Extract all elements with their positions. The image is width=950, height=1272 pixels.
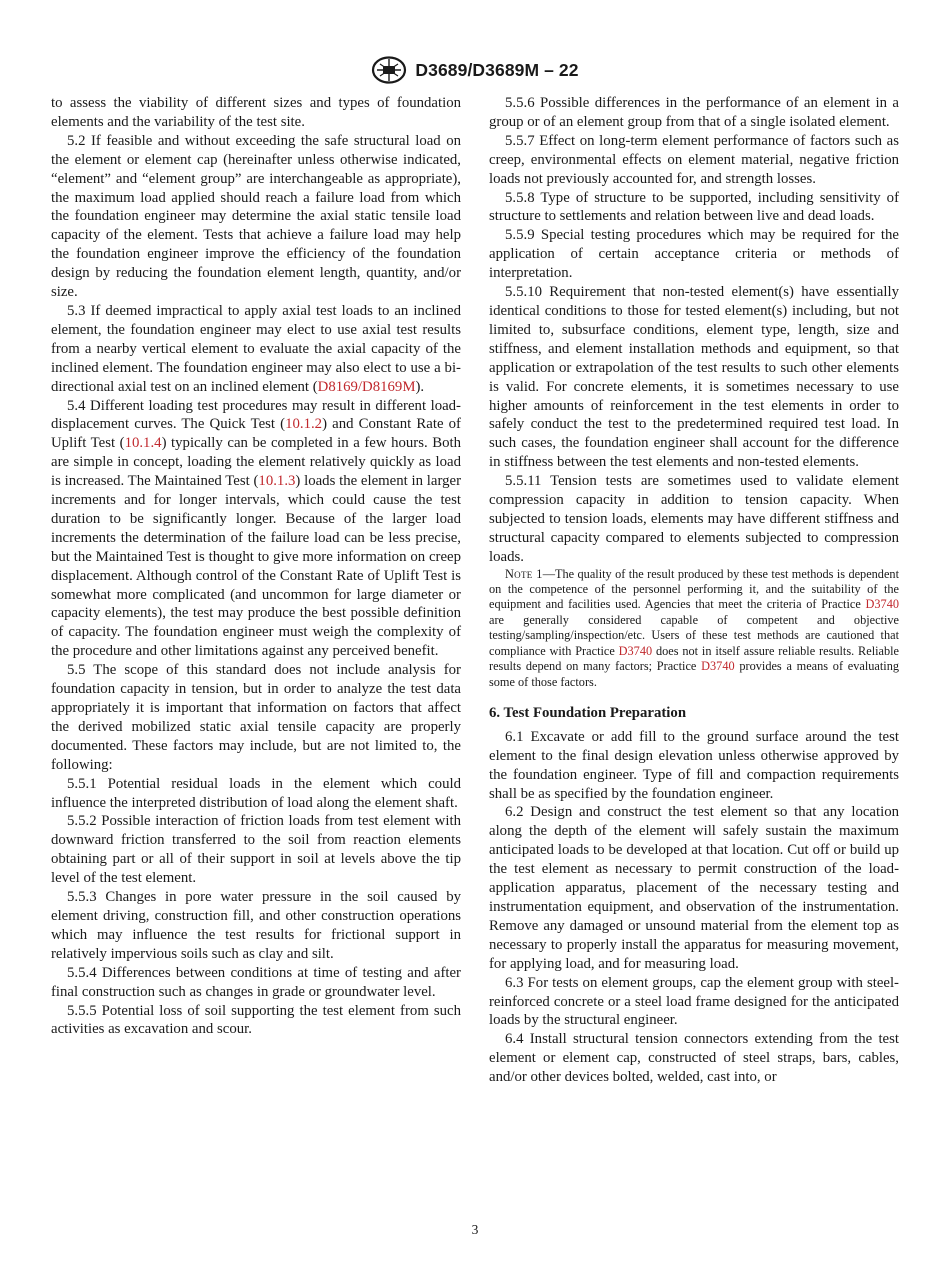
paragraph-5-5-8: 5.5.8 Type of structure to be supported, including sensitivity of structure to settlements and relation between live and dead loads. — [489, 189, 899, 225]
paragraph-5-4: 5.4 Different loading test procedures may result in different load-displacement curves. The Quick Test (10.1.2) and Constant Rate of Uplift Test (10.1.4) typically can be completed in a few hours. Both are simple in concept, loading the element relatively quickly as load is increased. The Maintained Test (10.1.3) loads the element in larger increments and for longer intervals, which could cause the test duration to be significantly longer. Because of the larger load increments the determination of the failure load can be less precise, but the Maintained Test is thought to give more information on creep displacement. Although control of the Constant Rate of Uplift Test is somewhat more complicated (and uncommon for large diameter or capacity elements), the test may produce the best possible definition of capacity. The foundation engineer must weigh the complexity of the procedure and other limitations against any perceived benefit. — [51, 397, 461, 660]
paragraph-5-5-6: 5.5.6 Possible differences in the performance of an element in a group or of an element group from that of a single isolated element. — [489, 95, 899, 130]
paragraph-5-5-11: 5.5.11 Tension tests are sometimes used to validate element compression capacity in addition to tension capacity. When subjected to tension loads, elements may have different stiffness and structural capacity compared to elements subjected to compression loads. — [489, 473, 899, 565]
reference-link-d3740-a[interactable]: D3740 — [865, 597, 899, 612]
paragraph-continued: to assess the viability of different sizes and types of foundation elements and the variability of the test site. — [51, 95, 461, 130]
note-label: Note 1 — [505, 566, 543, 581]
left-column — [51, 94, 461, 1039]
page-number: 3 — [471, 1222, 479, 1237]
paragraph-5-5-2: 5.5.2 Possible interaction of friction loads from test element with downward friction transferred to the soil from reaction elements obtaining part or all of their support in soil at levels above the tip level of the test element. — [51, 813, 461, 887]
reference-link-10-1-4[interactable]: 10.1.4 — [124, 435, 162, 452]
standard-designation: D3689/D3689M – 22 — [415, 59, 579, 80]
reference-link-d3740-b[interactable]: D3740 — [618, 643, 653, 658]
paragraph-6-2: 6.2 Design and construct the test element so that any location along the depth of the element will safely sustain the maximum anticipated loads to be developed at that location. Cut off or build up the test element as necessary to permit construction of the load-application apparatus, placement of the necessary testing and instrumentation equipment, and observation of the instrumentation. Remove any damaged or unsound material from the element top as necessary to properly install the apparatus for measuring movement, for applying load, and for measuring load. — [489, 804, 899, 972]
paragraph-5-5-9: 5.5.9 Special testing procedures which may be required for the application of certain acceptance criteria or methods of interpretation. — [489, 227, 899, 282]
reference-link-10-1-2[interactable]: 10.1.2 — [285, 416, 323, 433]
paragraph-5-2: 5.2 If feasible and without exceeding the safe structural load on the element or element cap (hereinafter unless otherwise indicated, “element” and “element group” are interchangeable as appropriate), the maximum load applied should reach a failure load from which the foundation engineer may determine the axial static tensile load capacity of the element. Tests that achieve a failure load may help the foundation engineer improve the efficiency of the foundation design by reducing the foundation element length, quantity, and/or size. — [51, 132, 461, 301]
paragraph-5-5-7: 5.5.7 Effect on long-term element performance of factors such as creep, environmental effects on element material, negative friction loads not previously accounted for, and strength losses. — [489, 132, 899, 187]
page-header — [0, 56, 950, 84]
reference-link-d8169[interactable]: D8169/D8169M — [317, 378, 416, 395]
paragraph-5-5-3: 5.5.3 Changes in pore water pressure in the soil caused by element driving, construction fill, and other construction operations which may influence the test results for frictional support in relatively impervious soils such as clay and silt. — [51, 889, 461, 962]
paragraph-6-3: 6.3 For tests on element groups, cap the element group with steel-reinforced concrete or a steel load frame designed for the anticipated loads by the structural engineer. — [489, 974, 899, 1029]
section-6-heading: 6. Test Foundation Preparation — [489, 704, 687, 721]
paragraph-6-4: 6.4 Install structural tension connectors extending from the test element or element cap, constructed of steel straps, bars, cables, and/or other devices bolted, welded, cast into, or — [489, 1031, 899, 1086]
paragraph-5-5: 5.5 The scope of this standard does not include analysis for foundation capacity in tension, but in order to analyze the test data appropriately it is important that information on factors that affect the derived mobilized static axial tensile capacity are properly documented. These factors may include, but are not limited to, the following: — [51, 662, 461, 773]
right-column — [489, 94, 899, 1087]
paragraph-5-5-10: 5.5.10 Requirement that non-tested element(s) have essentially identical conditions to those for tested element(s) including, but not limited to, subsurface conditions, element type, length, size and stiffness, and element installation methods and equipment, so that application or extrapolation of the test results to such other elements is valid. For concrete elements, it is sometimes necessary to use higher amounts of reinforcement in the test elements in order to safely conduct the test to the predetermined required test load. In such cases, the foundation engineer shall account for the difference in stiffness between the test elements and non-tested elements. — [489, 284, 899, 471]
paragraph-5-5-4: 5.5.4 Differences between conditions at time of testing and after final construction such as changes in grade or groundwater level. — [51, 964, 461, 1000]
astm-logo-icon — [371, 56, 407, 84]
paragraph-5-5-1: 5.5.1 Potential residual loads in the element which could influence the interpreted distribution of load along the element shaft. — [51, 775, 461, 811]
note-1: Note 1—The quality of the result produced by these test methods is dependent on the competence of the personnel performing it, and the suitability of the equipment and facilities used. Agencies that meet the criteria of Practice D3740 are generally considered capable of competent and objective testing/sampling/inspection/etc. Users of these test methods are cautioned that compliance with Practice D3740 does not in itself assure reliable results. Reliable results depend on many factors; Practice D3740 provides a means of evaluating some of those factors. — [489, 566, 900, 689]
paragraph-5-3: 5.3 If deemed impractical to apply axial test loads to an inclined element, the foundation engineer may elect to use axial test results from a nearby vertical element to evaluate the axial capacity of the inclined element. The foundation engineer may also elect to use a bi-directional axial test on an inclined element (D8169/D8169M). — [51, 302, 461, 395]
reference-link-10-1-3[interactable]: 10.1.3 — [258, 473, 296, 490]
paragraph-6-1: 6.1 Excavate or add fill to the ground surface around the test element to the final design elevation unless otherwise approved by the foundation engineer. Type of fill and compaction requirements shall be as specified by the foundation engineer. — [489, 728, 899, 802]
paragraph-5-5-5: 5.5.5 Potential loss of soil supporting the test element from such activities as excavation and scour. — [51, 1002, 461, 1038]
reference-link-d3740-c[interactable]: D3740 — [701, 659, 735, 674]
